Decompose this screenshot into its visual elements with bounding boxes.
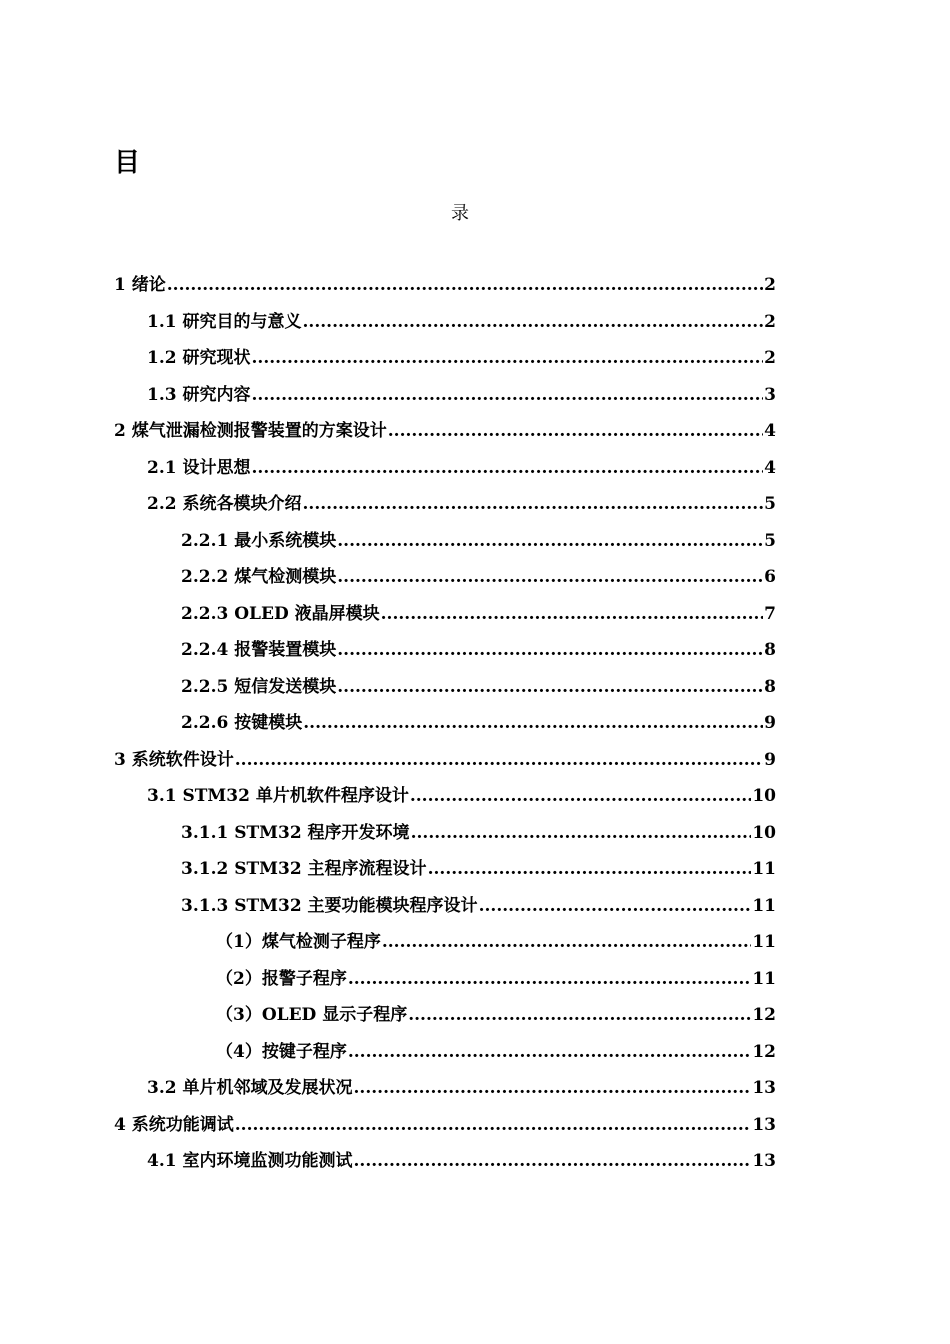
toc-dot-leader: [337, 523, 763, 559]
toc-entry[interactable]: [0, 267, 950, 304]
toc-entry-title: 3.1.3 STM32 主要功能模块程序设计: [181, 895, 478, 916]
toc-entry-title: 2.2.4 报警装置模块: [181, 640, 337, 661]
toc-entry-title: 2.1 设计思想: [147, 457, 251, 478]
toc-entry-line: [216, 924, 776, 960]
toc-entry-line: [181, 559, 776, 595]
toc-entry-title: 3.1.1 STM32 程序开发环境: [181, 822, 410, 843]
toc-dot-leader: [354, 1143, 752, 1179]
toc-entry-line: [181, 851, 776, 887]
toc-dot-leader: [337, 559, 763, 595]
toc-page-number: 9: [764, 749, 776, 770]
toc-entry-title: （1）煤气检测子程序: [216, 932, 381, 953]
toc-entry[interactable]: [0, 559, 950, 596]
toc-dot-leader: [479, 888, 752, 924]
toc-page-number: 11: [752, 859, 776, 880]
toc-entry[interactable]: [0, 815, 950, 852]
toc-entry[interactable]: [0, 778, 950, 815]
toc-entry-line: [147, 304, 776, 340]
toc-entry[interactable]: [0, 888, 950, 925]
toc-page-number: 11: [752, 968, 776, 989]
toc-entry[interactable]: [0, 486, 950, 523]
toc-dot-leader: [381, 596, 764, 632]
toc-entry-line: [147, 450, 776, 486]
toc-dot-leader: [252, 377, 764, 413]
toc-dot-leader: [235, 742, 763, 778]
toc-entry-title: 1.1 研究目的与意义: [147, 311, 302, 332]
toc-entry-title: 2.2.3 OLED 液晶屏模块: [181, 603, 380, 624]
toc-entry-line: [147, 1143, 776, 1179]
toc-page-number: 9: [764, 713, 776, 734]
toc-entry[interactable]: [0, 450, 950, 487]
toc-page-number: 11: [752, 932, 776, 953]
toc-entry-title: 2.2 系统各模块介绍: [147, 494, 302, 515]
toc-page-number: 8: [764, 676, 776, 697]
toc-entry-title: 2.2.1 最小系统模块: [181, 530, 337, 551]
toc-dot-leader: [252, 340, 764, 376]
toc-entry-title: 1.2 研究现状: [147, 348, 251, 369]
toc-page-number: 4: [764, 421, 776, 442]
toc-entry-title: 3.1 STM32 单片机软件程序设计: [147, 786, 409, 807]
toc-entry[interactable]: [0, 705, 950, 742]
toc-entry-title: 2.2.2 煤气检测模块: [181, 567, 337, 588]
toc-entry[interactable]: [0, 596, 950, 633]
toc-entry-line: [114, 267, 776, 303]
toc-page-number: 7: [764, 603, 776, 624]
toc-page-number: 13: [752, 1114, 776, 1135]
toc-page-number: 8: [764, 640, 776, 661]
toc-entry-title: 3.2 单片机邻域及发展状况: [147, 1078, 353, 1099]
toc-entry-line: [216, 1034, 776, 1070]
toc-page-number: 2: [764, 348, 776, 369]
toc-entry-line: [181, 888, 776, 924]
toc-dot-leader: [337, 632, 763, 668]
toc-entry-line: [114, 742, 776, 778]
toc-entry-line: [216, 961, 776, 997]
toc-entry[interactable]: [0, 1107, 950, 1144]
toc-entry[interactable]: [0, 961, 950, 998]
toc-heading-second-char: 录: [451, 203, 469, 224]
toc-page-number: 13: [752, 1151, 776, 1172]
toc-entry[interactable]: [0, 632, 950, 669]
toc-entry[interactable]: [0, 413, 950, 450]
toc-entry-title: （4）按键子程序: [216, 1041, 347, 1062]
toc-entry[interactable]: [0, 997, 950, 1034]
toc-entry[interactable]: [0, 377, 950, 414]
toc-entry-line: [181, 669, 776, 705]
toc-entry-title: 4.1 室内环境监测功能测试: [147, 1151, 353, 1172]
toc-entry[interactable]: [0, 1034, 950, 1071]
toc-dot-leader: [252, 450, 764, 486]
toc-dot-leader: [382, 924, 751, 960]
toc-entry-title: （2）报警子程序: [216, 968, 347, 989]
toc-dot-leader: [388, 413, 763, 449]
toc-dot-leader: [303, 304, 764, 340]
toc-page-number: 12: [752, 1041, 776, 1062]
toc-dot-leader: [303, 486, 764, 522]
toc-entry-title: 4 系统功能调试: [114, 1114, 234, 1135]
toc-page-number: 13: [752, 1078, 776, 1099]
toc-page-number: 2: [764, 311, 776, 332]
toc-entry-line: [147, 778, 776, 814]
toc-page-number: 5: [764, 530, 776, 551]
toc-dot-leader: [411, 815, 752, 851]
toc-dot-leader: [235, 1107, 752, 1143]
toc-entry[interactable]: [0, 924, 950, 961]
toc-dot-leader: [337, 669, 763, 705]
toc-entry-line: [114, 413, 776, 449]
toc-entry-title: 1 绪论: [114, 275, 166, 296]
toc-heading-first-char: 目: [114, 148, 141, 178]
toc-entry-line: [147, 340, 776, 376]
toc-dot-leader: [348, 961, 751, 997]
toc-entry-line: [181, 815, 776, 851]
toc-entry[interactable]: [0, 851, 950, 888]
toc-entry-line: [114, 1107, 776, 1143]
toc-entry[interactable]: [0, 304, 950, 341]
toc-page-number: 10: [752, 822, 776, 843]
toc-entry-line: [181, 523, 776, 559]
toc-page-number: 10: [752, 786, 776, 807]
toc-entry-line: [216, 997, 776, 1033]
toc-entry[interactable]: [0, 742, 950, 779]
toc-dot-leader: [348, 1034, 751, 1070]
toc-dot-leader: [354, 1070, 752, 1106]
toc-page-number: 4: [764, 457, 776, 478]
toc-entry-line: [147, 486, 776, 522]
toc-entry-line: [181, 596, 776, 632]
toc-page-number: 11: [752, 895, 776, 916]
toc-entry-title: （3）OLED 显示子程序: [216, 1005, 408, 1026]
toc-dot-leader: [410, 778, 752, 814]
toc-page-number: 3: [764, 384, 776, 405]
table-of-contents: [0, 267, 950, 1180]
toc-entry[interactable]: [0, 340, 950, 377]
toc-entry[interactable]: [0, 669, 950, 706]
toc-entry-title: 2.2.6 按键模块: [181, 713, 303, 734]
toc-dot-leader: [408, 997, 751, 1033]
toc-dot-leader: [428, 851, 752, 887]
toc-entry-title: 3.1.2 STM32 主程序流程设计: [181, 859, 427, 880]
toc-page-number: 2: [764, 275, 776, 296]
toc-entry-title: 1.3 研究内容: [147, 384, 251, 405]
toc-entry[interactable]: [0, 523, 950, 560]
toc-entry-line: [181, 632, 776, 668]
toc-entry[interactable]: [0, 1143, 950, 1180]
toc-dot-leader: [303, 705, 763, 741]
toc-entry-title: 3 系统软件设计: [114, 749, 234, 770]
toc-entry-title: 2.2.5 短信发送模块: [181, 676, 337, 697]
toc-entry-line: [147, 1070, 776, 1106]
toc-entry-title: 2 煤气泄漏检测报警装置的方案设计: [114, 421, 387, 442]
toc-page-number: 6: [764, 567, 776, 588]
toc-page-number: 12: [752, 1005, 776, 1026]
toc-entry-line: [181, 705, 776, 741]
toc-entry[interactable]: [0, 1070, 950, 1107]
toc-page-number: 5: [764, 494, 776, 515]
toc-dot-leader: [167, 267, 763, 303]
toc-entry-line: [147, 377, 776, 413]
